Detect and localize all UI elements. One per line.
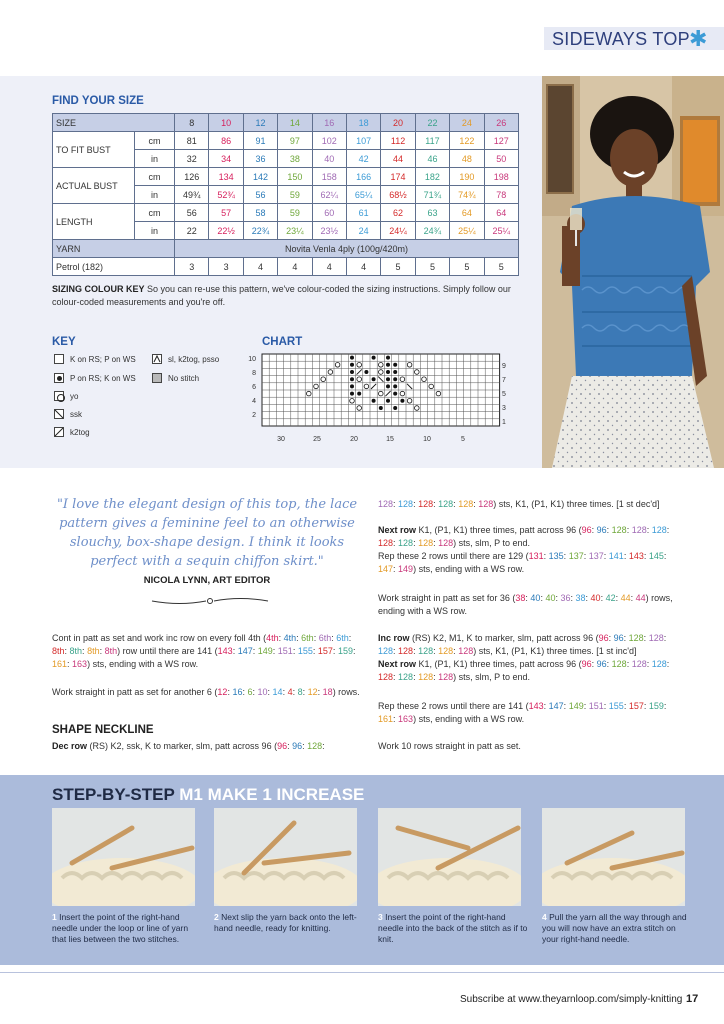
measurement-value: 57: [209, 204, 243, 222]
petrol-row: [53, 258, 519, 276]
chart-heading: CHART: [262, 336, 303, 348]
col-label: 10: [423, 436, 431, 443]
purl-symbol: [386, 377, 390, 381]
size-value: 143: [628, 551, 644, 561]
repeat-decrease-instructions: Rep these 2 rows until there are 129 (131: 135: 137: 137: 141: 143: 145: 147: 149) sts, ending with a WS row.: [378, 551, 667, 574]
size-value: 44: [635, 593, 646, 603]
size-value: 131: [528, 551, 544, 561]
size-label: SIZE: [53, 114, 175, 132]
size-value: 147: [548, 701, 564, 711]
step-2-caption: 2 Next slip the yarn back onto the left-hand needle, ready for knitting.: [214, 912, 357, 933]
unit-label: cm: [135, 132, 175, 150]
decrease-row-instructions: Dec row (RS) K2, ssk, K to marker, slm, patt across 96 (96: 96: 128:: [52, 741, 325, 751]
measurement-value: 127: [484, 132, 518, 150]
key-item-no-stitch: No stitch: [152, 373, 199, 383]
size-value: 38: [575, 593, 586, 603]
size-value: 161: [378, 714, 394, 724]
size-value: 8th: [104, 646, 118, 656]
row-label: 4: [252, 398, 256, 405]
size-value: 163: [398, 714, 414, 724]
measurement-label: ACTUAL BUST: [53, 168, 135, 204]
step-4-caption: 4 Pull the yarn all the way through and you will now have an extra stitch on your right-hand needle.: [542, 912, 687, 944]
row-label: Next row: [378, 659, 417, 669]
row-label: 1: [502, 419, 506, 426]
size-value: 161: [52, 659, 68, 669]
measurement-value: 198: [484, 168, 518, 186]
measurement-value: 50: [484, 150, 518, 168]
purl-symbol: [400, 399, 404, 403]
measurement-value: 38: [278, 150, 312, 168]
measurement-value: 32: [175, 150, 209, 168]
measurement-value: 24: [346, 222, 380, 240]
size-value: 6th: [301, 633, 314, 643]
row-label: 5: [502, 391, 506, 398]
measurement-value: 24¾: [415, 222, 449, 240]
unit-label: in: [135, 150, 175, 168]
measurement-value: 68½: [381, 186, 415, 204]
row-label: 8: [252, 370, 256, 377]
measurement-value: 56: [243, 186, 277, 204]
row-label: 2: [252, 412, 256, 419]
asterisk-icon: ✱: [689, 26, 708, 51]
size-value: 38: [515, 593, 526, 603]
flourish-ornament: [150, 594, 270, 608]
purl-symbol: [393, 377, 397, 381]
size-value: 128: [438, 646, 454, 656]
chart-left-labels: [248, 356, 256, 419]
measurement-value: 22: [175, 222, 209, 240]
measurement-value: 78: [484, 186, 518, 204]
size-value: 96: [277, 741, 288, 751]
row-label: 3: [502, 405, 506, 412]
increase-instructions: Cont in patt as set and work inc row on every foll 4th (4th: 4th: 6th: 6th: 6th: 8th: 8th: 8th: 8th) row until there are 141 (143: 147: 149: 151: 155: 157: 159: 161: 163) sts, ending with a WS row.: [52, 633, 356, 669]
colour-key-text: So you can re-use this pattern, we've colour-coded the sizing instructions. Simply follow our colour-coded measurements and you're off.: [52, 284, 511, 307]
purl-symbol: [393, 370, 397, 374]
size-value: 128: [628, 633, 644, 643]
size-value: 128: [378, 499, 394, 509]
measurement-value: 58: [243, 204, 277, 222]
step-3-photo: [378, 808, 521, 906]
size-value: 96: [596, 659, 607, 669]
row-label: 10: [248, 356, 256, 363]
size-value: 128: [611, 525, 627, 535]
step-2-photo: [214, 808, 357, 906]
ball-count: 3: [209, 258, 243, 276]
size-value: 10: [209, 114, 243, 132]
size-value: 128: [651, 659, 667, 669]
size-value: 157: [628, 701, 644, 711]
col-label: 25: [313, 436, 321, 443]
size-value: 128: [418, 646, 434, 656]
ball-count: 4: [243, 258, 277, 276]
size-value: 96: [581, 525, 592, 535]
size-value: 18: [322, 687, 333, 697]
purl-symbol: [393, 363, 397, 367]
purl-symbol: [393, 406, 397, 410]
measurement-value: 166: [346, 168, 380, 186]
ball-count: 5: [381, 258, 415, 276]
table-row: [53, 168, 519, 186]
row-label: 7: [502, 377, 506, 384]
subscribe-link[interactable]: Subscribe at www.theyarnloop.com/simply-knitting: [460, 994, 683, 1005]
size-value: 96: [596, 525, 607, 535]
quote-attribution: NICOLA LYNN, ART EDITOR: [143, 575, 271, 586]
col-label: 5: [461, 436, 465, 443]
step-1-caption: 1 Insert the point of the right-hand needle under the loop or line of yarn that lies between the two stitches.: [52, 912, 189, 944]
purl-symbol: [350, 392, 354, 396]
colour-label: Petrol (182): [53, 258, 175, 276]
measurement-value: 62¼: [312, 186, 346, 204]
pattern-title: SIDEWAYS TOP: [552, 29, 690, 49]
row-label: 6: [252, 384, 256, 391]
size-value: 8th: [87, 646, 100, 656]
size-value: 141: [608, 551, 624, 561]
size-value: 143: [528, 701, 544, 711]
step-1-photo: [52, 808, 195, 906]
measurement-value: 86: [209, 132, 243, 150]
size-value: 128: [398, 538, 414, 548]
size-value: 40: [590, 593, 601, 603]
col-label: 30: [277, 436, 285, 443]
measurement-value: 40: [312, 150, 346, 168]
size-value: 149: [257, 646, 273, 656]
size-value: 137: [568, 551, 584, 561]
size-value: 145: [648, 551, 664, 561]
size-value: 128: [458, 646, 474, 656]
size-value: 143: [217, 646, 233, 656]
size-value: 24: [450, 114, 484, 132]
measurement-value: 25¼: [450, 222, 484, 240]
size-value: 128: [398, 499, 414, 509]
size-value: 40: [545, 593, 556, 603]
size-table: [52, 113, 519, 276]
size-value: 128: [631, 659, 647, 669]
size-value: 159: [337, 646, 353, 656]
size-value: 147: [378, 564, 394, 574]
measurement-value: 44: [381, 150, 415, 168]
measurement-label: TO FIT BUST: [53, 132, 135, 168]
increase-row-instructions: Inc row (RS) K2, M1, K to marker, slm, patt across 96 (96: 96: 128: 128: 128: 128: 128: 128: 128) sts, K1, (P1, K1) three times. [1 st inc'd]: [378, 633, 667, 656]
size-value: 6th: [318, 633, 332, 643]
table-row: [53, 204, 519, 222]
measurement-value: 24¼: [381, 222, 415, 240]
blank-box-icon: [54, 354, 64, 364]
work-straight-36-instructions: Work straight in patt as set for 36 (38: 40: 40: 36: 38: 40: 42: 44: 44) rows, ending with a WS row.: [378, 593, 673, 616]
caret-box-icon: [152, 354, 162, 364]
size-value: 40: [530, 593, 541, 603]
size-value: 6th: [336, 633, 349, 643]
ball-count: 4: [312, 258, 346, 276]
purl-symbol: [350, 377, 354, 381]
purl-symbol: [372, 377, 376, 381]
size-value: 96: [581, 659, 592, 669]
colour-key-label: SIZING COLOUR KEY: [52, 284, 145, 294]
yarn-value: Novita Venla 4ply (100g/420m): [175, 240, 519, 258]
size-value: 128: [458, 499, 474, 509]
size-value: 8th: [69, 646, 83, 656]
measurement-value: 42: [346, 150, 380, 168]
chart-right-labels: [502, 363, 506, 426]
row-label: Dec row: [52, 741, 88, 751]
size-value: 96: [292, 741, 303, 751]
measurement-value: 158: [312, 168, 346, 186]
size-value: 42: [605, 593, 616, 603]
measurement-value: 46: [415, 150, 449, 168]
size-value: 128: [648, 633, 664, 643]
size-value: 12: [217, 687, 228, 697]
measurement-value: 91: [243, 132, 277, 150]
size-header-row: [53, 114, 519, 132]
size-value: 128: [418, 499, 434, 509]
next-row-instructions: Next row K1, (P1, K1) three times, patt across 96 (96: 96: 128: 128: 128: 128: 128: 128: 128) sts, slm, P to end.: [378, 525, 670, 548]
purl-symbol: [372, 356, 376, 360]
neckline-heading: SHAPE NECKLINE: [52, 724, 154, 736]
measurement-value: 122: [450, 132, 484, 150]
size-value: 18: [346, 114, 380, 132]
measurement-value: 134: [209, 168, 243, 186]
purl-symbol: [386, 384, 390, 388]
size-value: 14: [278, 114, 312, 132]
measurement-value: 48: [450, 150, 484, 168]
ball-count: 5: [415, 258, 449, 276]
unit-label: cm: [135, 204, 175, 222]
size-value: 4th: [283, 633, 297, 643]
step-by-step-title: STEP-BY-STEP M1 MAKE 1 INCREASE: [52, 785, 365, 804]
size-value: 128: [378, 538, 394, 548]
size-value: 151: [588, 701, 604, 711]
measurement-value: 22½: [209, 222, 243, 240]
row-label: Inc row: [378, 633, 410, 643]
size-value: 128: [418, 672, 434, 682]
measurement-value: 190: [450, 168, 484, 186]
key-item-knit: K on RS; P on WS: [54, 354, 136, 364]
size-value: 128: [307, 741, 323, 751]
size-value: 159: [648, 701, 664, 711]
size-value: 128: [418, 538, 434, 548]
ball-count: 5: [484, 258, 518, 276]
measurement-value: 23½: [312, 222, 346, 240]
measurement-value: 102: [312, 132, 346, 150]
chart-grid: [262, 354, 500, 426]
key-item-ssk: ssk: [54, 409, 82, 419]
chart-bottom-labels: [277, 436, 465, 443]
circle-box-icon: [54, 391, 64, 401]
size-value: 44: [620, 593, 631, 603]
size-value: 8: [175, 114, 209, 132]
size-value: 12: [243, 114, 277, 132]
decrease-row-continued: 128: 128: 128: 128: 128: 128) sts, K1, (P1, K1) three times. [1 st dec'd]: [378, 499, 660, 509]
measurement-value: 142: [243, 168, 277, 186]
purl-symbol: [386, 399, 390, 403]
unit-label: in: [135, 222, 175, 240]
yarn-label: YARN: [53, 240, 175, 258]
measurement-value: 52¾: [209, 186, 243, 204]
purl-symbol: [357, 392, 361, 396]
size-value: 149: [568, 701, 584, 711]
size-value: 147: [237, 646, 253, 656]
size-value: 151: [277, 646, 293, 656]
measurement-value: 22¾: [243, 222, 277, 240]
step-3-caption: 3 Insert the point of the right-hand needle into the back of the stitch as if to knit.: [378, 912, 528, 944]
key-item-sl-k2tog-psso: sl, k2tog, psso: [152, 354, 219, 364]
work-straight-instructions: Work straight in patt as set for another 6 (12: 16: 6: 10: 14: 4: 8: 12: 18) rows.: [52, 687, 360, 697]
measurement-value: 71¾: [415, 186, 449, 204]
key-item-yo: yo: [54, 391, 78, 401]
size-value: 128: [438, 499, 454, 509]
size-value: 135: [548, 551, 564, 561]
size-value: 16: [312, 114, 346, 132]
size-value: 128: [611, 659, 627, 669]
slash-box-icon: [54, 427, 64, 437]
size-value: 128: [651, 525, 667, 535]
lace-chart: [244, 350, 524, 445]
page-number: 17: [686, 993, 699, 1005]
size-value: 96: [613, 633, 624, 643]
purl-symbol: [372, 399, 376, 403]
measurement-value: 63: [415, 204, 449, 222]
size-value: 128: [398, 646, 414, 656]
size-value: 8th: [52, 646, 65, 656]
size-value: 155: [297, 646, 313, 656]
backslash-box-icon: [54, 409, 64, 419]
size-value: 26: [484, 114, 518, 132]
model-photo: [542, 76, 724, 468]
dot-box-icon: [54, 373, 64, 383]
measurement-value: 36: [243, 150, 277, 168]
next-row-2-instructions: Next row K1, (P1, K1) three times, patt across 96 (96: 96: 128: 128: 128: 128: 128: 128: 128) sts, slm, P to end.: [378, 659, 670, 682]
col-label: 20: [350, 436, 358, 443]
size-value: 12: [307, 687, 318, 697]
measurement-value: 64: [484, 204, 518, 222]
measurement-value: 34: [209, 150, 243, 168]
step-4-photo: [542, 808, 685, 906]
measurement-label: LENGTH: [53, 204, 135, 240]
measurement-value: 62: [381, 204, 415, 222]
ball-count: 3: [175, 258, 209, 276]
purl-symbol: [350, 370, 354, 374]
purl-symbol: [393, 392, 397, 396]
measurement-value: 64: [450, 204, 484, 222]
measurement-value: 107: [346, 132, 380, 150]
measurement-value: 25¼: [484, 222, 518, 240]
row-label: Next row: [378, 525, 417, 535]
measurement-value: 23¼: [278, 222, 312, 240]
measurement-value: 60: [312, 204, 346, 222]
size-value: 128: [398, 672, 414, 682]
purl-symbol: [386, 356, 390, 360]
unit-label: cm: [135, 168, 175, 186]
repeat-increase-instructions: Rep these 2 rows until there are 141 (143: 147: 149: 151: 155: 157: 159: 161: 163) sts, ending with a WS row.: [378, 701, 667, 724]
size-value: 128: [631, 525, 647, 535]
size-value: 8: [297, 687, 303, 697]
size-value: 137: [588, 551, 604, 561]
purl-symbol: [364, 370, 368, 374]
size-value: 4th: [266, 633, 279, 643]
unit-label: in: [135, 186, 175, 204]
measurement-value: 150: [278, 168, 312, 186]
ball-count: 4: [346, 258, 380, 276]
row-label: 9: [502, 363, 506, 370]
measurement-value: 81: [175, 132, 209, 150]
size-value: 128: [378, 672, 394, 682]
size-value: 6: [247, 687, 253, 697]
purl-symbol: [379, 406, 383, 410]
measurement-value: 117: [415, 132, 449, 150]
size-value: 96: [598, 633, 609, 643]
size-value: 14: [272, 687, 283, 697]
measurement-value: 182: [415, 168, 449, 186]
measurement-value: 126: [175, 168, 209, 186]
purl-symbol: [386, 363, 390, 367]
table-row: [53, 132, 519, 150]
size-value: 10: [257, 687, 268, 697]
key-heading: KEY: [52, 336, 76, 348]
size-value: 157: [317, 646, 333, 656]
size-value: 4: [287, 687, 293, 697]
purl-symbol: [350, 356, 354, 360]
measurement-value: 61: [346, 204, 380, 222]
purl-symbol: [393, 384, 397, 388]
purl-symbol: [350, 384, 354, 388]
measurement-value: 56: [175, 204, 209, 222]
ball-count: 5: [450, 258, 484, 276]
ball-count: 4: [278, 258, 312, 276]
final-straight-instructions: Work 10 rows straight in patt as set.: [378, 741, 521, 751]
key-item-k2tog: k2tog: [54, 427, 90, 437]
measurement-value: 174: [381, 168, 415, 186]
size-value: 149: [398, 564, 414, 574]
measurement-value: 65¼: [346, 186, 380, 204]
size-value: 155: [608, 701, 624, 711]
key-item-purl: P on RS; K on WS: [54, 373, 136, 383]
purl-symbol: [350, 363, 354, 367]
size-value: 163: [72, 659, 88, 669]
col-label: 15: [386, 436, 394, 443]
size-value: 128: [378, 646, 394, 656]
size-value: 20: [381, 114, 415, 132]
measurement-value: 74¾: [450, 186, 484, 204]
measurement-value: 112: [381, 132, 415, 150]
grey-box-icon: [152, 373, 162, 383]
size-value: 128: [438, 538, 454, 548]
size-value: 22: [415, 114, 449, 132]
measurement-value: 97: [278, 132, 312, 150]
size-heading: FIND YOUR SIZE: [52, 95, 144, 107]
size-value: 16: [232, 687, 243, 697]
measurement-value: 59: [278, 204, 312, 222]
sizing-colour-key: [52, 283, 522, 309]
measurement-value: 49¾: [175, 186, 209, 204]
purl-symbol: [386, 370, 390, 374]
measurement-value: 59: [278, 186, 312, 204]
size-value: 128: [438, 672, 454, 682]
editor-quote: "I love the elegant design of this top, the lace pattern gives a feminine feel to an otherwise slouchy, box-shape design. I think it looks perfect with a sequin chiffon skirt.": [56, 497, 358, 569]
footer-divider: [0, 972, 724, 973]
size-value: 36: [560, 593, 571, 603]
yarn-row: [53, 240, 519, 258]
size-value: 128: [478, 499, 494, 509]
